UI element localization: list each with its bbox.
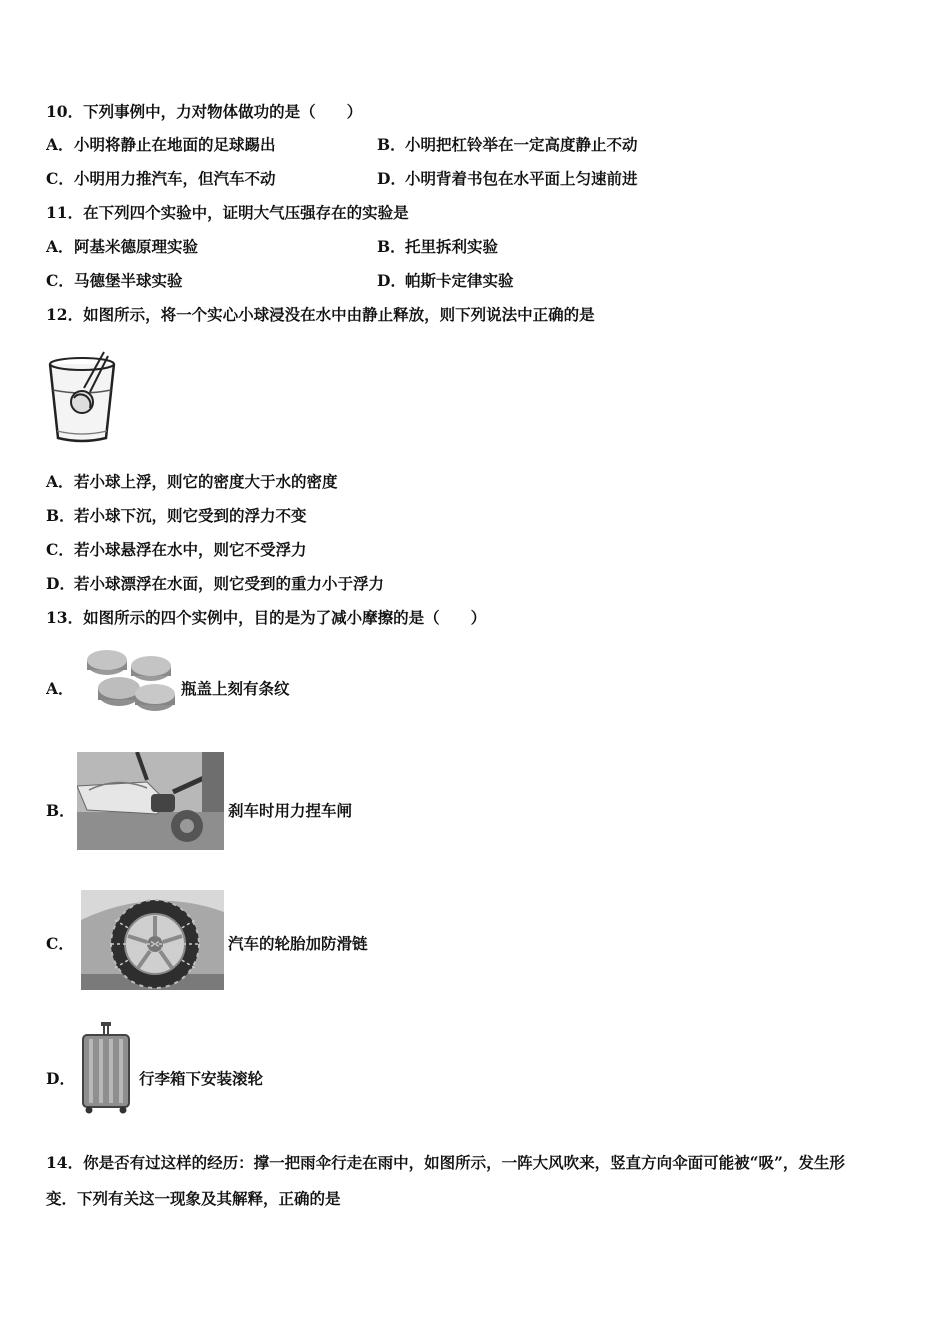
option-text: 马德堡半球实验 [74,271,183,290]
q10-option-c [46,169,276,189]
q10-option-a [46,135,276,155]
option-letter: B． [377,135,406,154]
option-text: 小明背着书包在水平面上匀速前进 [405,169,638,188]
bottle-caps-icon [77,642,177,720]
option-letter: B． [377,237,406,256]
q13-option-d-text: 行李箱下安装滚轮 [139,1069,264,1088]
q11-option-a [46,237,198,257]
q13-option-d-letter: D． [46,1069,75,1088]
option-text: 小明将静止在地面的足球踢出 [74,135,276,154]
suitcase-icon [79,1022,133,1114]
q11-stem: 11．在下列四个实验中，证明大气压强存在的实验是 [46,203,409,222]
q11-option-c [46,271,183,291]
option-text: 托里拆利实验 [405,237,499,256]
option-letter: A． [46,237,74,256]
option-text: 若小球下沉，则它受到的浮力不变 [74,506,307,525]
brake-lever-icon [77,752,224,850]
option-letter: B． [46,506,75,525]
option-text: 阿基米德原理实验 [74,237,199,256]
option-text: 若小球悬浮在水中，则它不受浮力 [74,540,307,559]
q13-option-b-letter: B． [46,801,75,820]
option-letter: D． [46,574,75,593]
q12-option-a [46,472,338,492]
option-text: 帕斯卡定律实验 [405,271,514,290]
q14-line-2: 变．下列有关这一现象及其解释，正确的是 [46,1189,341,1208]
q11-option-d [377,271,514,291]
q14-line-1: 14．你是否有过这样的经历：撑一把雨伞行走在雨中，如图所示，一阵大风吹来，竖直方向伞面可能被“吸”，发生形 [46,1153,845,1172]
q13-option-c-letter: C． [46,934,74,953]
option-letter: A． [46,135,74,154]
q10-option-b [377,135,638,155]
q10-option-d [377,169,638,189]
q13-option-b-text: 刹车时用力捏车闸 [228,801,353,820]
q12-option-c [46,540,307,560]
option-text: 小明用力推汽车，但汽车不动 [74,169,276,188]
option-text: 小明把杠铃举在一定高度静止不动 [405,135,638,154]
q12-option-d [46,574,384,594]
option-letter: C． [46,540,74,559]
option-letter: D． [377,169,406,188]
beaker-ball-icon [44,346,124,446]
option-letter: C． [46,169,74,188]
tire-chain-icon [81,890,224,990]
q13-option-c-text: 汽车的轮胎加防滑链 [228,934,368,953]
option-letter: D． [377,271,406,290]
q13-option-a-text: 瓶盖上刻有条纹 [181,679,290,698]
q10-stem: 10．下列事例中，力对物体做功的是（ ） [46,102,363,121]
q13-option-a-letter: A． [46,679,74,698]
option-text: 若小球上浮，则它的密度大于水的密度 [74,472,338,491]
q12-stem: 12．如图所示，将一个实心小球浸没在水中由静止释放，则下列说法中正确的是 [46,305,595,324]
q11-option-b [377,237,498,257]
option-letter: A． [46,472,74,491]
option-text: 若小球漂浮在水面，则它受到的重力小于浮力 [74,574,385,593]
q12-option-b [46,506,307,526]
q13-stem: 13．如图所示的四个实例中，目的是为了减小摩擦的是（ ） [46,608,487,627]
option-letter: C． [46,271,74,290]
